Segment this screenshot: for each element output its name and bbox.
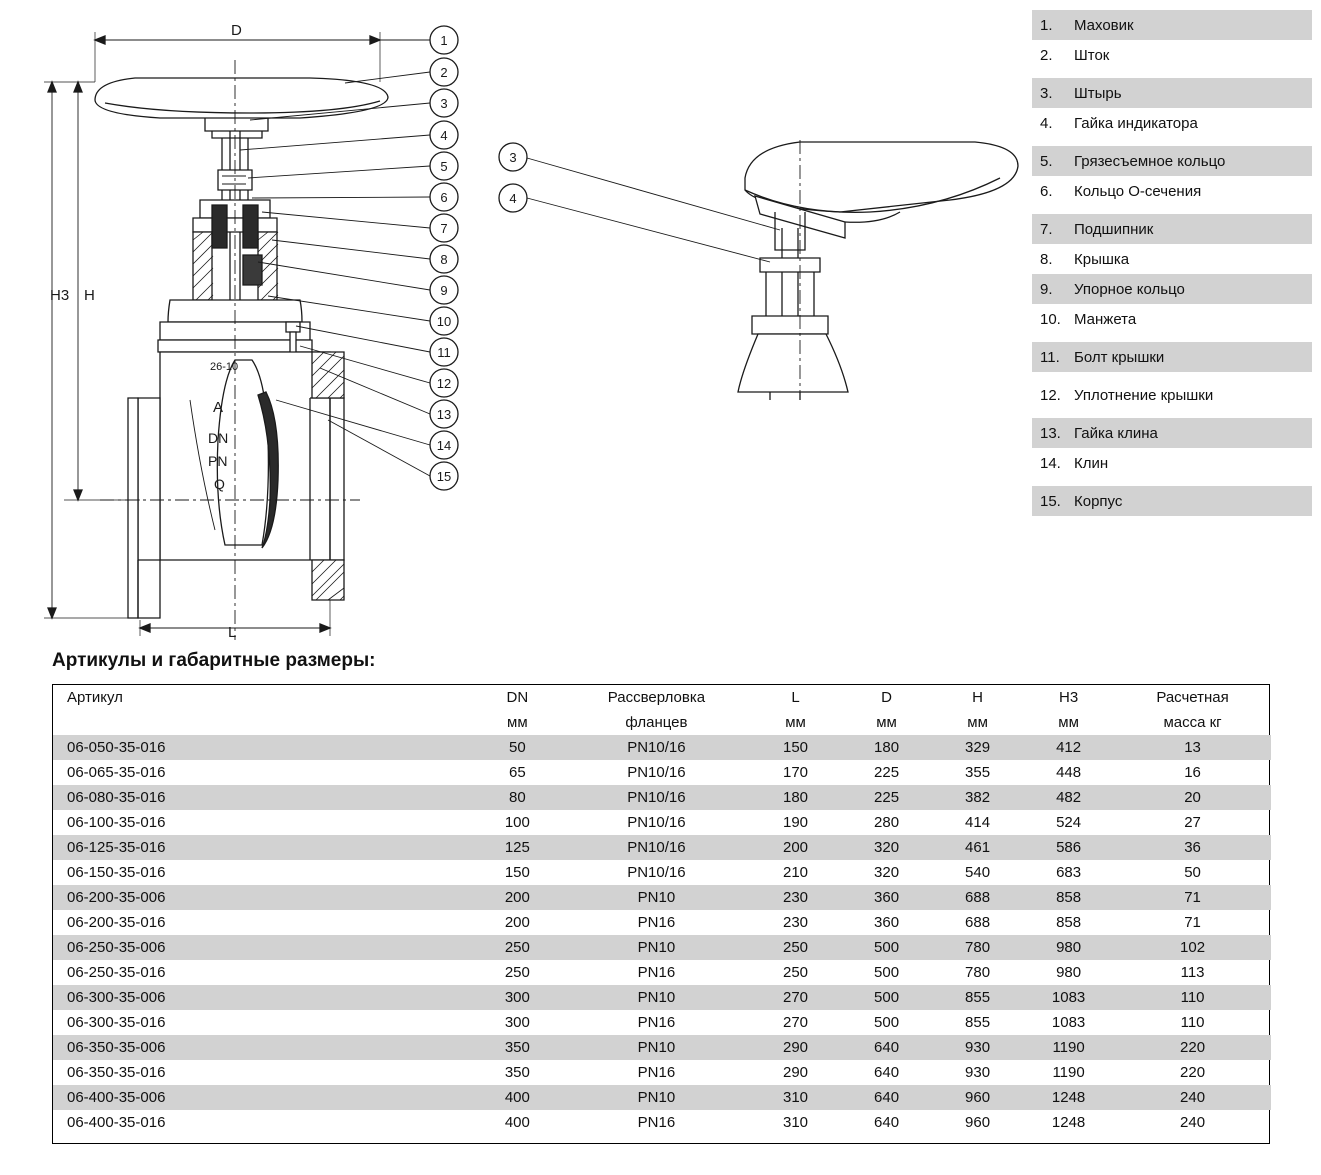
table-header-row-2 [53,710,1271,735]
legend-label: Манжета [1074,310,1137,328]
cell-flanges: PN10/16 [563,785,750,810]
header-mass: Расчетная [1156,689,1229,706]
svg-text:2: 2 [440,65,448,80]
cell-h3: 524 [1056,814,1082,831]
cell-flanges: PN10 [563,1035,750,1060]
legend-label: Клин [1074,454,1109,472]
legend-number: 9. [1040,280,1053,298]
cell-article: 06-125-35-016 [53,835,472,860]
cell-h3: 1190 [1023,1035,1114,1060]
legend-label: Уплотнение крышки [1074,386,1214,404]
header-flanges: Рассверловка [607,689,706,706]
cell-mass: 16 [1184,764,1201,781]
cell-article: 06-400-35-006 [53,1085,472,1110]
cell-h: 688 [965,914,991,931]
cell-d: 320 [841,835,932,860]
table-row [53,835,1271,860]
table-row [53,1110,1271,1135]
cell-article: 06-065-35-016 [67,764,166,781]
cell-d: 280 [874,814,900,831]
cell-h: 780 [932,935,1023,960]
cell-mass: 36 [1114,835,1271,860]
cell-dn: 200 [504,914,530,931]
svg-text:H3: H3 [50,287,70,304]
legend-number: 10. [1040,310,1061,328]
legend-label: Корпус [1074,492,1123,510]
callout-bubbles-main [430,26,458,490]
svg-text:14: 14 [436,438,452,453]
cell-h3: 586 [1023,835,1114,860]
cell-dn: 100 [504,814,530,831]
cell-flanges: PN10 [563,935,750,960]
header-l-unit: мм [785,714,806,731]
handwheel-outline [95,78,388,118]
cell-l: 150 [750,735,841,760]
cell-h: 930 [932,1035,1023,1060]
cell-mass: 110 [1180,1014,1205,1031]
cell-d: 500 [841,985,932,1010]
legend-item-5 [1032,146,1312,176]
legend-spacer [1032,70,1312,78]
svg-text:A: A [213,399,224,416]
cell-mass: 20 [1114,785,1271,810]
svg-text:9: 9 [440,283,448,298]
legend-item-8 [1032,244,1312,274]
cell-flanges: PN16 [637,1014,676,1031]
cell-mass: 220 [1114,1035,1271,1060]
legend-number: 4. [1040,114,1053,132]
legend-label: Крышка [1074,250,1130,268]
cell-mass: 50 [1184,864,1201,881]
legend-item-7 [1032,214,1312,244]
cell-l: 180 [750,785,841,810]
cell-d: 225 [841,785,932,810]
cell-flanges: PN16 [637,1064,676,1081]
cell-d: 640 [841,1085,932,1110]
svg-text:5: 5 [440,159,448,174]
cell-dn: 65 [508,764,526,781]
table-row [53,760,1271,785]
table-row [53,1035,1271,1060]
cell-mass: 27 [1184,814,1201,831]
cell-h3: 482 [1023,785,1114,810]
cell-h3: 412 [1023,735,1114,760]
cell-mass: 220 [1180,1064,1206,1081]
cell-article: 06-250-35-006 [53,935,472,960]
valve-drawing [0,0,1030,640]
legend-label: Грязесъемное кольцо [1074,152,1226,170]
header-d-unit: мм [876,714,897,731]
cell-article: 06-080-35-016 [53,785,472,810]
header-h3: H3 [1059,689,1079,706]
table-row [53,985,1271,1010]
table-row [53,910,1271,935]
legend-label: Болт крышки [1074,348,1165,366]
svg-text:3: 3 [509,150,517,165]
cell-h: 414 [965,814,991,831]
svg-text:PN: PN [208,453,228,469]
cell-mass: 240 [1114,1085,1271,1110]
cell-dn: 125 [472,835,563,860]
cell-l: 290 [750,1035,841,1060]
svg-text:4: 4 [509,191,517,206]
header-d: D [881,689,892,706]
cell-h: 688 [932,885,1023,910]
legend-label: Кольцо О-сечения [1074,182,1202,200]
header-flanges-unit: фланцев [625,714,688,731]
legend-spacer [1032,206,1312,214]
svg-text:26-10: 26-10 [210,361,239,373]
cell-dn: 250 [504,964,530,981]
legend-spacer [1032,334,1312,342]
svg-text:11: 11 [437,345,451,360]
cell-flanges: PN16 [637,1114,676,1131]
header-h: H [972,689,983,706]
table-header-row-1 [53,685,1271,710]
dimensions-table [53,685,1271,1135]
cell-h: 780 [965,964,991,981]
cell-d: 180 [841,735,932,760]
legend-number: 6. [1040,182,1053,200]
legend-spacer [1032,410,1312,418]
legend-label: Шток [1074,46,1110,64]
cell-l: 250 [782,964,809,981]
svg-text:D: D [231,22,242,39]
legend-item-2 [1032,40,1312,70]
cell-dn: 400 [472,1085,563,1110]
cell-h: 461 [932,835,1023,860]
cell-dn: 150 [504,864,530,881]
header-h-unit: мм [967,714,988,731]
cell-h3: 858 [1056,914,1082,931]
cell-l: 270 [750,985,841,1010]
cell-h: 855 [965,1014,991,1031]
cell-h: 540 [965,864,991,881]
cell-h: 960 [932,1085,1023,1110]
cell-l: 270 [782,1014,809,1031]
header-dn-unit: мм [507,714,528,731]
cell-h3: 1083 [1023,985,1114,1010]
cell-dn: 400 [504,1114,530,1131]
cell-flanges: PN10 [563,985,750,1010]
cell-l: 310 [782,1114,809,1131]
cell-article: 06-400-35-016 [67,1114,166,1131]
legend-spacer [1032,478,1312,486]
cell-flanges: PN10/16 [627,764,686,781]
cell-l: 250 [750,935,841,960]
header-mass-unit: масса кг [1163,714,1222,731]
cell-mass: 110 [1114,985,1271,1010]
svg-text:DN: DN [208,430,229,446]
cell-dn: 300 [472,985,563,1010]
cell-d: 225 [874,764,900,781]
cell-article: 06-350-35-016 [67,1064,166,1081]
svg-text:10: 10 [436,314,452,329]
svg-text:15: 15 [436,469,452,484]
table-row [53,860,1271,885]
cell-flanges: PN10 [563,885,750,910]
legend-item-11 [1032,342,1312,372]
legend-number: 11. [1040,348,1060,366]
cell-h3: 1248 [1051,1114,1086,1131]
cell-d: 640 [874,1064,900,1081]
cell-h: 329 [932,735,1023,760]
legend-spacer [1032,372,1312,380]
legend-number: 2. [1040,46,1053,64]
table-row [53,960,1271,985]
svg-text:12: 12 [436,376,452,391]
cell-l: 210 [782,864,809,881]
legend-spacer [1032,138,1312,146]
cell-l: 230 [782,914,809,931]
legend-item-4 [1032,108,1312,138]
detail-handwheel-outline [745,142,1018,212]
svg-text:6: 6 [440,190,448,205]
cell-l: 200 [750,835,841,860]
legend-item-12 [1032,380,1312,410]
dimensions-table-wrapper [52,684,1270,1144]
legend-number: 7. [1040,220,1053,238]
cell-d: 500 [874,1014,900,1031]
svg-text:1: 1 [440,33,448,48]
header-h3-unit: мм [1058,714,1079,731]
cell-h: 960 [965,1114,991,1131]
legend-number: 8. [1040,250,1053,268]
cell-article: 06-150-35-016 [67,864,166,881]
cell-article: 06-100-35-016 [67,814,166,831]
cell-dn: 200 [472,885,563,910]
cell-d: 500 [841,935,932,960]
legend-item-10 [1032,304,1312,334]
table-row [53,1085,1271,1110]
table-title: Артикулы и габаритные размеры: [52,650,376,671]
legend-item-14 [1032,448,1312,478]
cell-article: 06-050-35-016 [53,735,472,760]
cell-d: 320 [874,864,900,881]
cell-h3: 858 [1023,885,1114,910]
legend-item-1 [1032,10,1312,40]
legend-number: 3. [1040,84,1053,102]
cell-h: 355 [965,764,991,781]
cell-mass: 71 [1184,914,1201,931]
svg-text:13: 13 [436,407,452,422]
cell-dn: 80 [472,785,563,810]
cell-article: 06-200-35-016 [67,914,166,931]
cell-dn: 250 [472,935,563,960]
legend-number: 1. [1040,16,1053,34]
svg-text:8: 8 [440,252,448,267]
cell-mass: 240 [1180,1114,1206,1131]
legend-label: Упорное кольцо [1074,280,1185,298]
header-dn: DN [506,689,529,706]
cell-h3: 1083 [1051,1014,1086,1031]
cell-flanges: PN10/16 [627,814,686,831]
cell-flanges: PN10/16 [627,864,686,881]
cell-dn: 350 [504,1064,530,1081]
legend-label: Гайка индикатора [1074,114,1198,132]
table-row [53,810,1271,835]
cell-d: 640 [874,1114,900,1131]
legend-label: Штырь [1074,84,1122,102]
cell-dn: 300 [504,1014,530,1031]
cell-h: 855 [932,985,1023,1010]
cell-h3: 683 [1056,864,1082,881]
legend-number: 15. [1040,492,1061,510]
svg-text:7: 7 [440,221,448,236]
cell-h3: 980 [1023,935,1114,960]
table-body [53,735,1271,1135]
legend-item-6 [1032,176,1312,206]
cell-l: 290 [782,1064,809,1081]
cell-d: 360 [841,885,932,910]
table-row [53,935,1271,960]
cell-mass: 102 [1114,935,1271,960]
cell-h3: 980 [1056,964,1082,981]
legend-number: 13. [1040,424,1061,442]
cell-flanges: PN16 [637,964,676,981]
legend-label: Подшипник [1074,220,1154,238]
cell-h3: 1190 [1052,1064,1085,1081]
table-row [53,1010,1271,1035]
legend-item-13 [1032,418,1312,448]
cell-flanges: PN10/16 [563,735,750,760]
cell-dn: 50 [472,735,563,760]
cell-mass: 13 [1114,735,1271,760]
svg-text:H: H [84,287,95,304]
cell-h: 382 [932,785,1023,810]
legend-item-15 [1032,486,1312,516]
parts-legend [1032,10,1312,516]
cell-flanges: PN16 [637,914,676,931]
legend-label: Гайка клина [1074,424,1158,442]
cell-article: 06-250-35-016 [67,964,166,981]
cell-d: 640 [841,1035,932,1060]
cell-mass: 71 [1114,885,1271,910]
cell-dn: 350 [472,1035,563,1060]
cell-h3: 1248 [1023,1085,1114,1110]
header-article-unit [53,710,472,735]
cell-article: 06-200-35-006 [53,885,472,910]
cell-l: 190 [782,814,809,831]
table-row [53,885,1271,910]
header-article: Артикул [67,689,123,706]
svg-text:Q: Q [214,476,225,492]
table-row [53,1060,1271,1085]
table-row [53,735,1271,760]
cell-flanges: PN10 [563,1085,750,1110]
legend-label: Маховик [1074,16,1134,34]
cell-flanges: PN10/16 [563,835,750,860]
cell-mass: 113 [1180,964,1205,981]
legend-number: 14. [1040,454,1061,472]
header-l: L [791,689,800,706]
cell-article: 06-300-35-016 [67,1014,166,1031]
cell-d: 360 [874,914,900,931]
svg-text:3: 3 [440,96,448,111]
legend-item-3 [1032,78,1312,108]
cell-l: 310 [750,1085,841,1110]
table-row [53,785,1271,810]
legend-item-9 [1032,274,1312,304]
cell-article: 06-350-35-006 [53,1035,472,1060]
svg-text:L: L [228,624,237,641]
svg-text:4: 4 [440,128,448,143]
legend-number: 12. [1040,386,1061,404]
cell-l: 170 [782,764,809,781]
cell-h: 930 [965,1064,991,1081]
table-head [53,685,1271,735]
cell-article: 06-300-35-006 [53,985,472,1010]
cell-l: 230 [750,885,841,910]
legend-number: 5. [1040,152,1053,170]
cell-d: 500 [874,964,900,981]
cell-h3: 448 [1056,764,1082,781]
valve-drawing-svg [0,0,1030,645]
